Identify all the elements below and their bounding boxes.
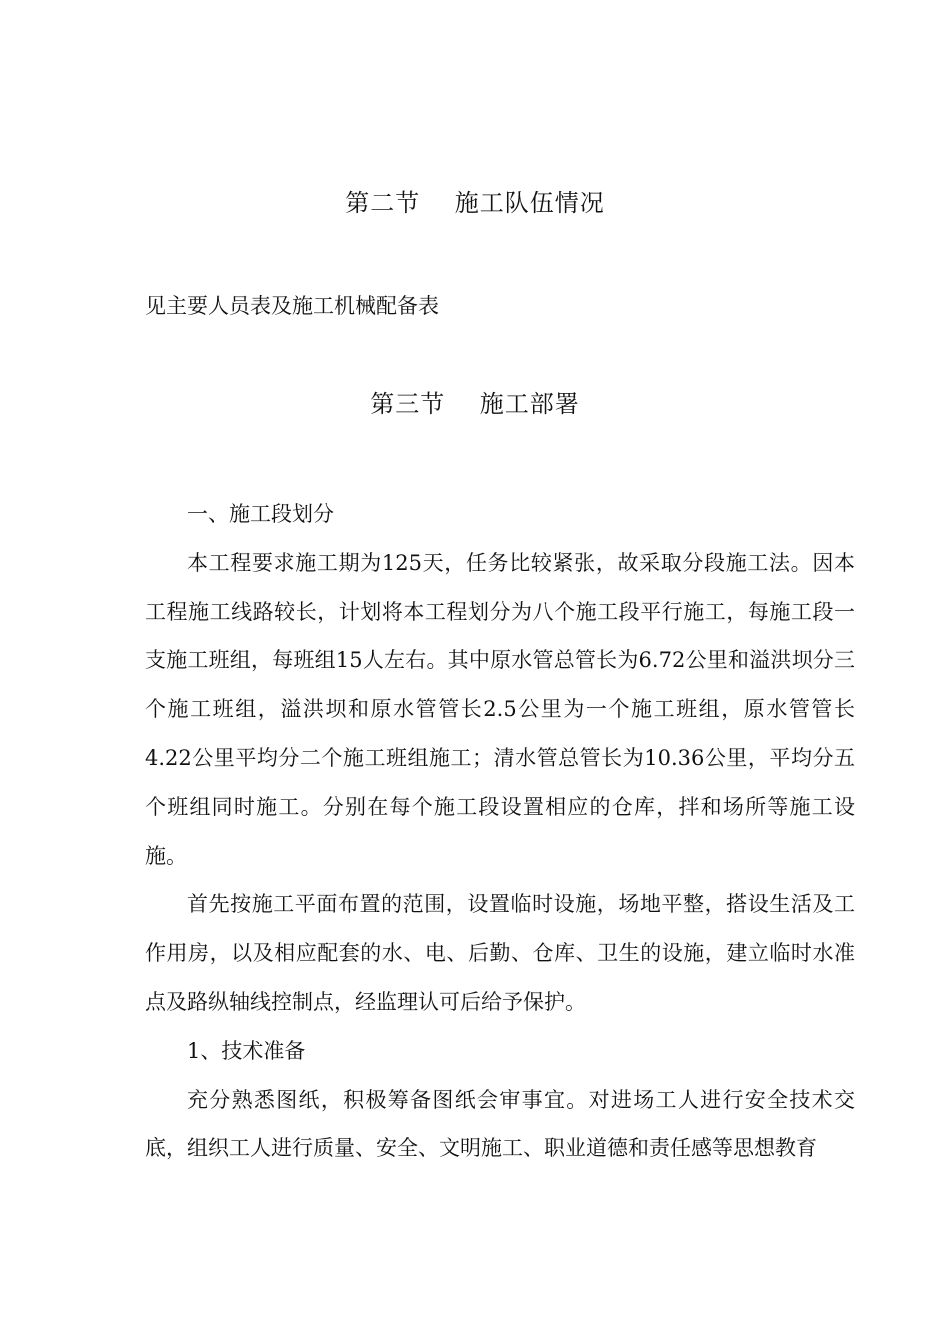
section-2-title: 第二节 施工队伍情况: [345, 189, 605, 217]
section-2-text: 见主要人员表及施工机械配备表: [145, 294, 439, 318]
subheading-technical-preparation: 1、技术准备: [187, 1038, 306, 1063]
section-3-body: [145, 490, 855, 1173]
paragraph-segment-plan: 本工程要求施工期为125天，任务比较紧张，故采取分段施工法。因本工程施工线路较长，计划将本工程划分为八个施工段平行施工，每施工段一支施工班组，每班组15人左右。其中原水管总管长为6.72公里和溢洪坝分三个施工班组，溢洪坝和原水管管长2.5公里为一个施工班组，原水管管长4.22公里平均分二个施工班组施工；清水管总管长为10.36公里，平均分五个班组同时施工。分别在每个施工段设置相应的仓库，拌和场所等施工设施。: [145, 550, 855, 868]
paragraph-technical-preparation: 充分熟悉图纸，积极筹备图纸会审事宜。对进场工人进行安全技术交底，组织工人进行质量、安全、文明施工、职业道德和责任感等思想教育: [145, 1087, 855, 1161]
paragraph-site-preparation: 首先按施工平面布置的范围，设置临时设施，场地平整，搭设生活及工作用房，以及相应配套的水、电、后勤、仓库、卫生的设施，建立临时水准点及路纵轴线控制点，经监理认可后给予保护。: [145, 892, 855, 1014]
section-3-title: 第三节 施工部署: [370, 390, 580, 418]
subheading-construction-segments: 一、施工段划分: [187, 502, 334, 526]
